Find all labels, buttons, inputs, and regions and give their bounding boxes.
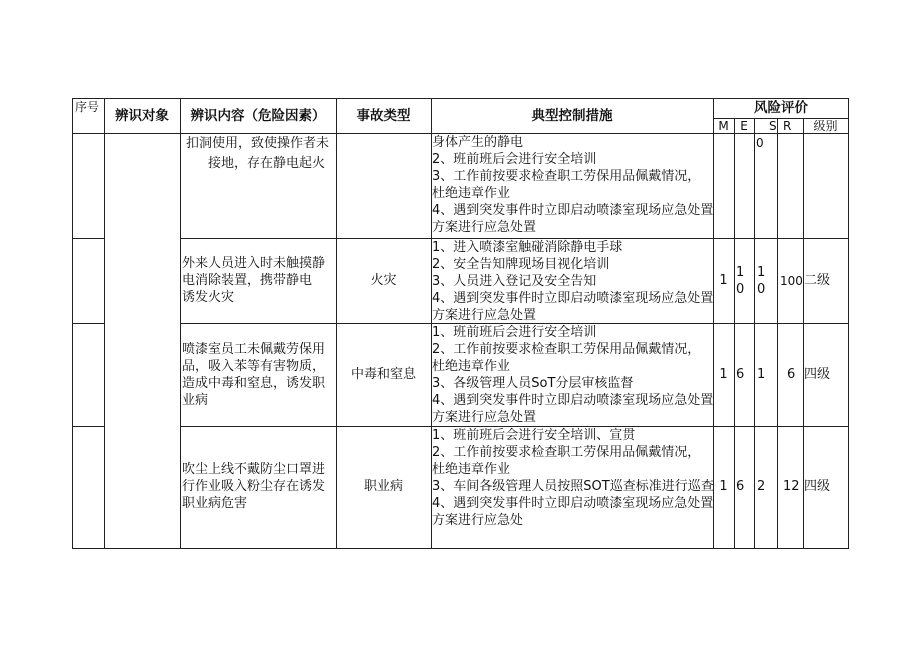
grid-line xyxy=(180,98,181,549)
row-accident-type: 火灾 xyxy=(370,273,397,288)
row-r-value: 6 xyxy=(787,367,796,382)
header-s: S xyxy=(769,119,777,133)
grid-line xyxy=(72,548,849,549)
grid-line xyxy=(754,118,755,549)
row-s-value: 0 xyxy=(756,136,764,150)
row-content: 外来人员进入时未触摸静 电消除装置，携带静电 诱发火灾 xyxy=(182,256,326,305)
row-s-value: 1 xyxy=(757,367,766,382)
row-content: 扣洞使用，致使操作者未 接地，存在静电起火 xyxy=(186,136,330,171)
grid-line xyxy=(72,323,104,324)
row-measures: 1、班前班后会进行安全培训 2、工作前按要求检查职工劳保用品佩戴情况， 杜绝违章作业 3、各级管理人员SoT分层审核监督 4、遇到突发事件时立即启动喷漆室现场应急处置 方案进行应急处置 xyxy=(432,325,714,425)
row-e-value: 6 xyxy=(736,367,745,382)
grid-line xyxy=(734,118,735,549)
header-m: M xyxy=(718,119,729,133)
row-measures: 身体产生的静电 2、班前班后会进行安全培训 3、工作前按要求检查职工劳保用品佩戴情况， 杜绝违章作业 4、遇到突发事件时立即启动喷漆室现场应急处置 方案进行应急处置 xyxy=(432,135,714,235)
row-r-value: 12 xyxy=(783,479,800,494)
row-accident-type: 中毒和窒息 xyxy=(350,367,416,382)
row-level-value: 四级 xyxy=(804,479,831,494)
grid-line xyxy=(104,98,105,549)
row-content: 喷漆室员工未佩戴劳保用 品，吸入苯等有害物质， 造成中毒和窒息，诱发职 业病 xyxy=(182,342,326,408)
row-m-value: 1 xyxy=(719,367,728,382)
row-level-value: 二级 xyxy=(804,273,831,288)
row-measures: 1、班前班后会进行安全培训、宣贯 2、工作前按要求检查职工劳保用品佩戴情况， 杜绝违章作业 3、车间各级管理人员按照SOT巡查标准进行巡查 4、遇到突发事件时立即启动喷漆室现场应急处置 方案进行应急处 xyxy=(432,428,714,528)
row-m-value: 1 xyxy=(719,479,728,494)
header-measures: 典型控制措施 xyxy=(531,108,613,124)
row-e-value: 1 0 xyxy=(736,265,745,297)
grid-line xyxy=(72,426,104,427)
row-measures: 1、进入喷漆室触碰消除静电手球 2、安全告知牌现场目视化培训 3、人员进入登记及安全告知 4、遇到突发事件时立即启动喷漆室现场应急处置 方案进行应急处置 xyxy=(432,240,714,323)
row-content: 吹尘上线不戴防尘口罩进 行作业吸入粉尘存在诱发 职业病危害 xyxy=(182,462,326,511)
row-level-value: 四级 xyxy=(804,367,831,382)
header-content: 辨识内容（危险因素） xyxy=(190,108,326,124)
header-e: E xyxy=(740,119,748,133)
header-accident-type: 事故类型 xyxy=(356,108,411,124)
row-s-value: 2 xyxy=(757,479,766,494)
grid-line xyxy=(72,98,73,549)
header-risk-eval: 风险评价 xyxy=(754,100,808,116)
row-m-value: 1 xyxy=(719,273,728,288)
header-r: R xyxy=(783,119,792,133)
header-seq: 序号 xyxy=(75,100,100,114)
row-r-value: 100 xyxy=(780,274,803,288)
row-s-value: 1 0 xyxy=(757,265,766,297)
header-object: 辨识对象 xyxy=(115,108,169,124)
header-level: 级别 xyxy=(813,119,838,133)
row-e-value: 6 xyxy=(736,479,745,494)
grid-line xyxy=(848,98,849,549)
row-accident-type: 职业病 xyxy=(363,479,403,494)
grid-line xyxy=(777,118,778,549)
grid-line xyxy=(72,238,104,239)
